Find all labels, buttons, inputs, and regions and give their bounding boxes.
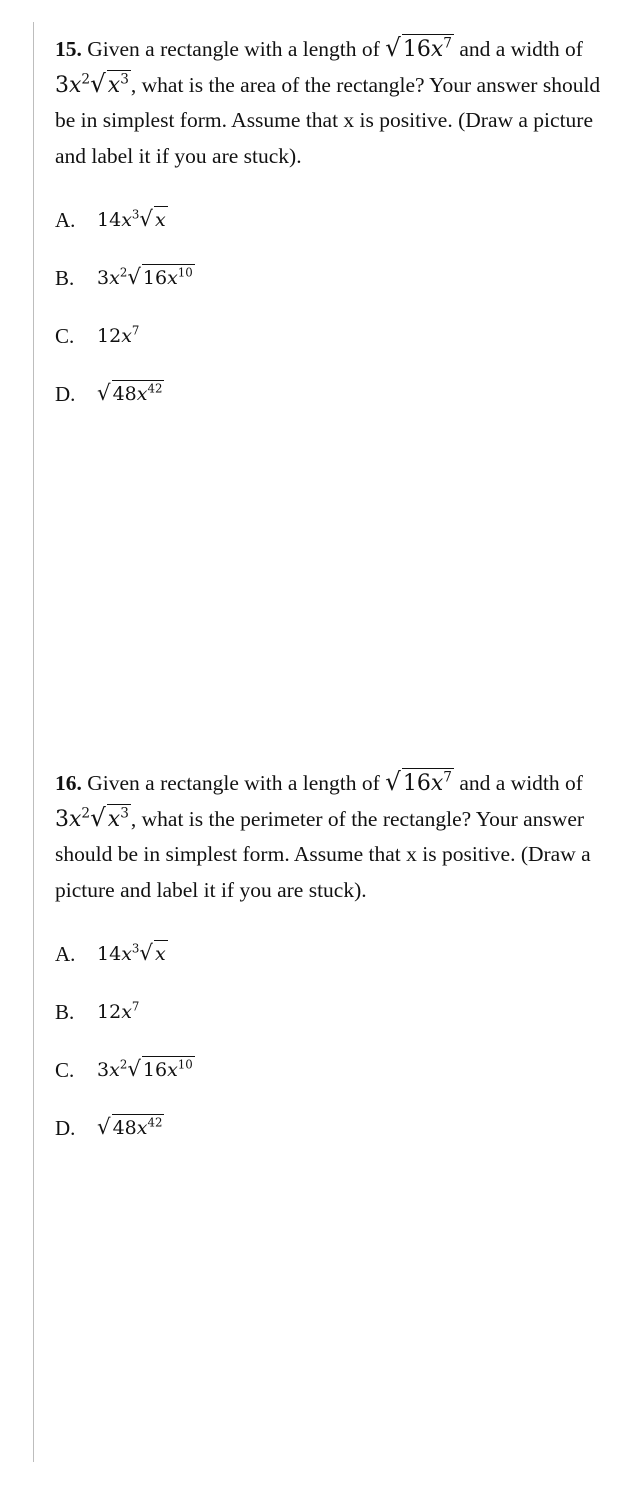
length-expression: $√16x^7$: [385, 767, 452, 796]
choice-letter: B.: [55, 999, 75, 1024]
length-expression: $√16x^7$: [385, 33, 452, 62]
choice-letter: D.: [55, 381, 76, 406]
length-exponent: 7: [443, 35, 452, 52]
length-radicand-coeff: 16: [402, 771, 431, 796]
length-exponent: 7: [443, 769, 452, 786]
stem-text-between: and a width of: [459, 771, 583, 795]
question-number: 15.: [55, 37, 82, 61]
width-exponent: 2: [81, 71, 91, 88]
choice-b[interactable]: [55, 983, 615, 1041]
choice-letter: C.: [55, 1057, 75, 1082]
question-stem: [55, 766, 615, 908]
choice-expression: √ $48x^{42}$: [97, 381, 163, 406]
stem-text-intro: Given a rectangle with a length of: [87, 37, 380, 61]
stem-text-intro: Given a rectangle with a length of: [87, 771, 380, 795]
left-margin-rule: [33, 22, 34, 1462]
answer-choices: [55, 191, 615, 423]
choice-d[interactable]: [55, 1099, 615, 1157]
length-radicand-coeff: 16: [402, 37, 431, 62]
width-radicand-variable: x: [107, 806, 121, 832]
width-radicand-exponent: 3: [120, 805, 129, 822]
choice-letter: A.: [55, 941, 76, 966]
question-15: [55, 32, 615, 423]
choice-c[interactable]: [55, 307, 615, 365]
width-variable: x: [69, 72, 82, 98]
width-coeff: 3: [55, 72, 69, 98]
width-expression: $3x^2√x^3$: [55, 68, 129, 98]
choice-expression: $14x^3√$ x: [97, 207, 166, 232]
width-variable: x: [69, 806, 82, 832]
length-variable: x: [430, 37, 444, 62]
length-variable: x: [430, 771, 444, 796]
choice-letter: C.: [55, 323, 75, 348]
stem-text-between: and a width of: [459, 37, 583, 61]
width-exponent: 2: [81, 805, 91, 822]
stem-text-rest: , what is the perimeter of the rectangle? Your answer should be in simplest form. Assume that x is positive. (Draw a picture and label it if you are stuck).: [55, 806, 591, 902]
choice-expression: $12x^7$: [97, 999, 140, 1023]
choice-expression: $3x^2√$ $16x^{10}$: [97, 265, 193, 290]
choice-letter: B.: [55, 265, 75, 290]
width-radicand-variable: x: [107, 72, 121, 98]
choice-expression: $3x^2√$ $16x^{10}$: [97, 1057, 193, 1082]
answer-choices: [55, 925, 615, 1157]
choice-letter: A.: [55, 207, 76, 232]
width-coeff: 3: [55, 806, 69, 832]
choice-a[interactable]: [55, 925, 615, 983]
choice-b[interactable]: [55, 249, 615, 307]
choice-d[interactable]: [55, 365, 615, 423]
choice-expression: $14x^3√$ x: [97, 941, 166, 966]
choice-expression: $12x^7$: [97, 323, 140, 347]
question-16: [55, 766, 615, 1157]
question-stem: [55, 32, 615, 174]
width-expression: $3x^2√x^3$: [55, 802, 129, 832]
stem-text-rest: , what is the area of the rectangle? Your answer should be in simplest form. Assume that x is positive. (Draw a picture and label it if you are stuck).: [55, 72, 601, 168]
choice-letter: D.: [55, 1115, 76, 1140]
question-number: 16.: [55, 771, 82, 795]
choice-c[interactable]: [55, 1041, 615, 1099]
choice-a[interactable]: [55, 191, 615, 249]
choice-expression: √ $48x^{42}$: [97, 1115, 163, 1140]
width-radicand-exponent: 3: [120, 71, 129, 88]
